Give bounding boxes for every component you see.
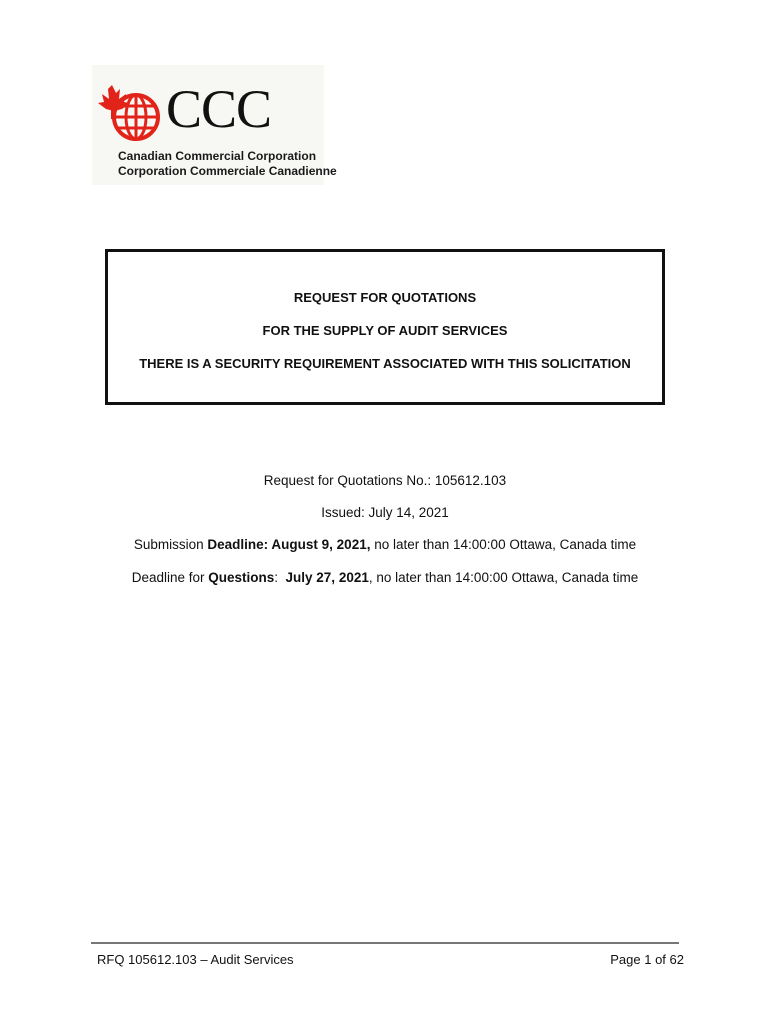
questions-suffix: , no later than 14:00:00 Ottawa, Canada time bbox=[368, 570, 639, 585]
submission-suffix: no later than 14:00:00 Ottawa, Canada time bbox=[370, 537, 637, 552]
questions-label: Questions bbox=[208, 570, 275, 585]
title-request-for-quotations: REQUEST FOR QUOTATIONS bbox=[293, 290, 477, 305]
rfq-number: Request for Quotations No.: 105612.103 bbox=[263, 473, 507, 488]
footer-page-number: Page 1 of 62 bbox=[610, 952, 684, 967]
title-security-requirement: THERE IS A SECURITY REQUIREMENT ASSOCIATED WITH THIS SOLICITATION bbox=[139, 356, 631, 371]
submission-prefix: Submission bbox=[133, 537, 208, 552]
footer-document-title: RFQ 105612.103 – Audit Services bbox=[97, 952, 294, 967]
title-box bbox=[105, 249, 665, 405]
logo-name-french: Corporation Commerciale Canadienne bbox=[118, 164, 337, 178]
submission-deadline-bold: Deadline: August 9, 2021, bbox=[207, 537, 371, 552]
questions-date: July 27, 2021 bbox=[285, 570, 369, 585]
questions-separator: : bbox=[274, 570, 286, 585]
ccc-logo bbox=[92, 65, 337, 185]
title-supply-of-audit-services: FOR THE SUPPLY OF AUDIT SERVICES bbox=[262, 323, 508, 338]
logo-letters: CCC bbox=[166, 79, 272, 139]
footer-divider bbox=[91, 942, 679, 944]
questions-prefix: Deadline for bbox=[131, 570, 209, 585]
submission-deadline bbox=[0, 537, 770, 552]
maple-leaf-globe-icon bbox=[96, 79, 162, 143]
questions-deadline bbox=[0, 570, 770, 585]
logo-name-english: Canadian Commercial Corporation bbox=[118, 149, 317, 163]
issued-date: Issued: July 14, 2021 bbox=[321, 505, 449, 520]
